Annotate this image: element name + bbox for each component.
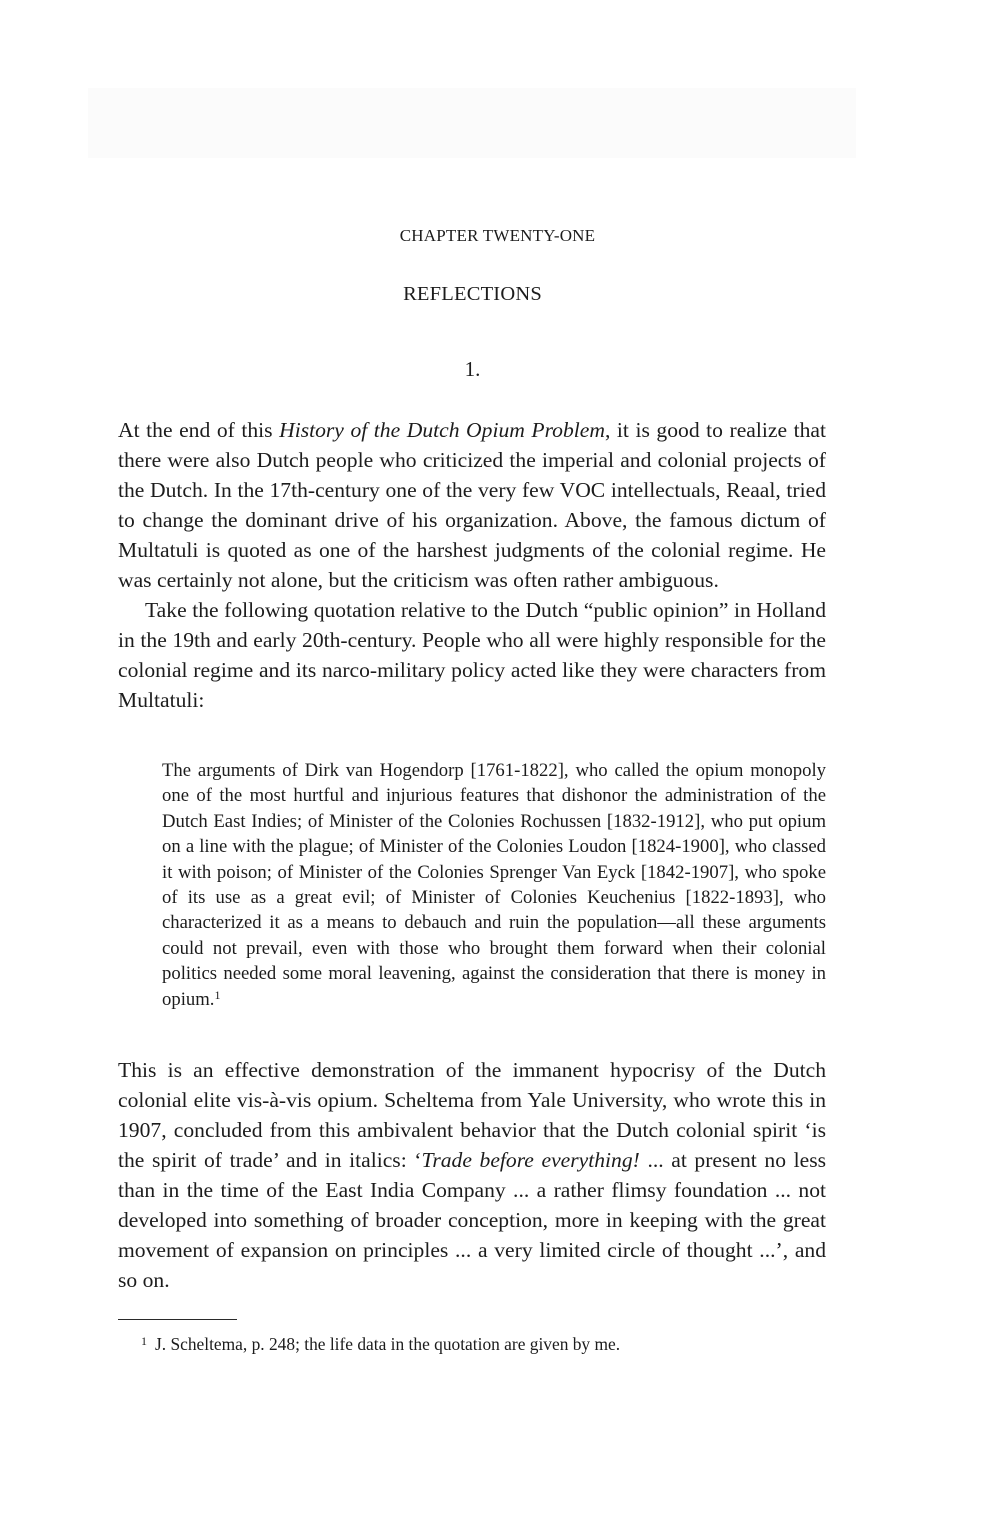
footnote [141, 1333, 841, 1355]
paragraph-1 [118, 415, 826, 595]
paragraph-1-lead: At the end of this [118, 418, 280, 442]
footnote-mark: 1 [141, 1334, 147, 1348]
book-title: History of the Dutch Opium Problem [279, 418, 605, 442]
paragraph-3-rest: ... at present no less than in the time of the East India Company ... a rather flimsy foundation ... not developed into something of broader conception, more in keeping with the great movement of expansion on principles ... a very limited circle of thought ...’, and so on. [118, 1148, 826, 1292]
paragraph-1-rest: , it is good to realize that there were also Dutch people who criticized the imperial and colonial projects of the Dutch. In the 17th-century one of the very few VOC intellectuals, Reaal, tried to change the dominant drive of his organization. Above, the famous dictum of Multatuli is quoted as one of the harshest judgments of the colonial regime. He was certainly not alone, but the criticism was often rather ambiguous. [118, 418, 826, 592]
main-text-top [118, 415, 826, 715]
footnote-reference[interactable]: 1 [214, 987, 221, 1002]
block-quote [162, 758, 826, 1012]
section-number: 1. [464, 357, 481, 381]
paragraph-2: Take the following quotation relative to the Dutch “public opinion” in Holland in the 19th and early 20th-century. People who all were highly responsible for the colonial regime and its narco-military policy acted like they were characters from Multatuli: [118, 598, 826, 712]
chapter-label: CHAPTER TWENTY-ONE [399, 226, 596, 245]
block-quote-text: The arguments of Dirk van Hogendorp [1761-1822], who called the opium monopoly one of the most hurtful and injurious features that dishonor the administration of the Dutch East Indies; of Minister of the Colonies Rochussen [1832-1912], who put opium on a line with the plague; of Minister of the Colonies Loudon [1824-1900], who classed it with poison; of Minister of the Colonies Sprenger Van Eyck [1842-1907], who spoke of its use as a great evil; of Minister of Colonies Keuchenius [1822-1893], who characterized it as a means to debauch and ruin the population—all these arguments could not prevail, even with those who brought them forward when their colonial politics needed some moral leavening, against the consideration that there is money in opium. [162, 760, 826, 1010]
scan-header-band [88, 88, 856, 158]
footnote-text: J. Scheltema, p. 248; the life data in the quotation are given by me. [155, 1334, 621, 1354]
main-text-bottom [118, 1055, 826, 1295]
footnote-divider [118, 1319, 237, 1320]
paragraph-3-lead: This is an effective demonstration of the immanent hypocrisy of the Dutch colonial elite vis-à-vis opium. Scheltema from Yale University, who wrote this in 1907, concluded from this ambivalent behavior that the Dutch colonial spirit ‘is the spirit of trade’ and in italics: ‘ [118, 1058, 826, 1172]
chapter-title: REFLECTIONS [403, 283, 542, 305]
paragraph-3 [118, 1055, 826, 1295]
paragraph-3-emphasis: Trade before everything! [421, 1148, 640, 1172]
